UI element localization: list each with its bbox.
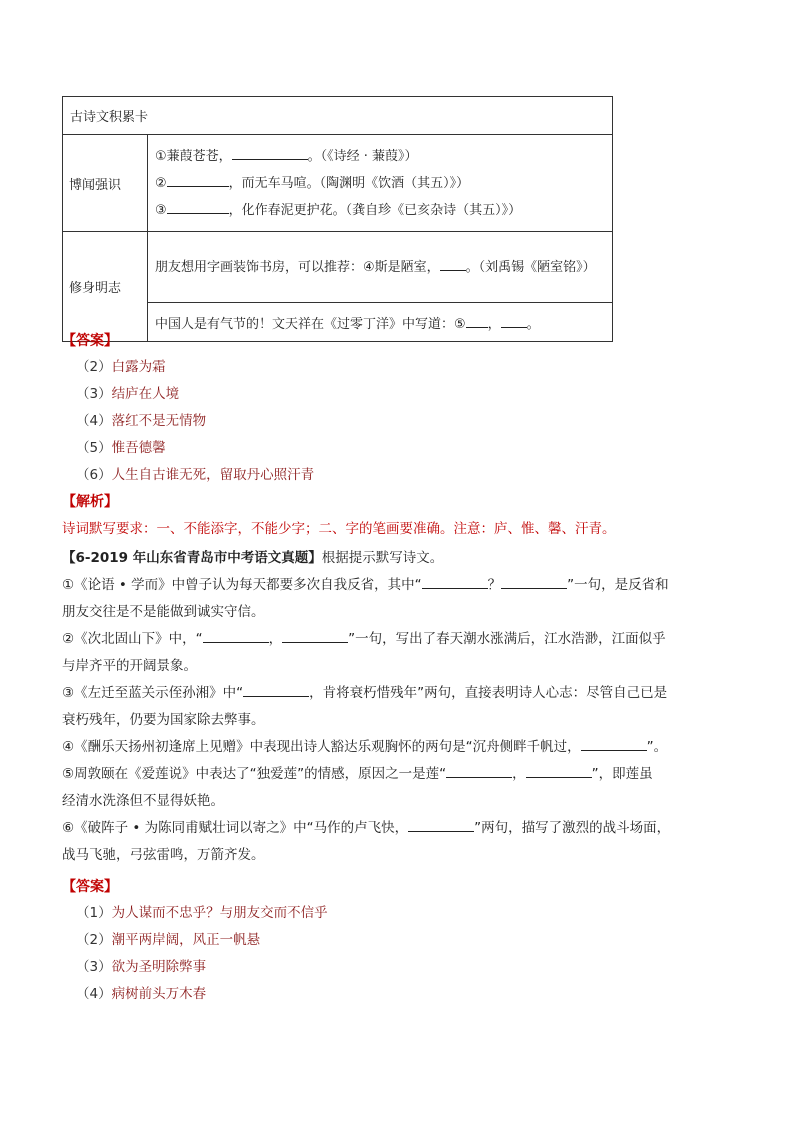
answer-item [62,954,732,981]
fill-blank [526,763,592,778]
question-text: ②《次北固山下》中，“ [62,631,203,647]
answer-number: （4） [76,413,112,429]
card-text: 。（刘禹锡《陋室铭》） [465,259,596,275]
card-line-2 [155,170,605,197]
answer-text: 惟吾德馨 [111,440,166,456]
answer-text: 结庐在人境 [111,386,180,402]
question-text: ， [268,631,283,647]
question-item-5-cont: 经清水洗涤但不显得妖艳。 [62,793,224,809]
question-text: ，肯将衰朽惜残年”两句，直接表明诗人心志：尽管自己已是 [309,685,668,701]
fill-blank [422,574,488,589]
answer-number: （1） [76,905,112,921]
fill-blank [232,145,308,160]
card-text: 。（《诗经 · 蒹葭》） [307,148,418,164]
question-item-2 [62,626,732,653]
answer-text: 病树前头万木春 [111,986,207,1002]
answer-label: 【答案】 [62,333,118,349]
answer-number: （4） [76,986,112,1002]
question-text: ”一句，写出了春天潮水涨满后，江水浩渺，江面似乎 [348,631,666,647]
question-text: ⑥《破阵子 • 为陈同甫赋壮词以寄之》中“马作的卢飞快， [62,820,409,836]
answer-number: （2） [76,932,112,948]
answer-number: （2） [76,359,112,375]
answer-item [62,381,732,408]
question-item-5 [62,761,732,788]
card-line-3 [155,197,605,224]
card-line-1 [155,143,605,170]
card-title: 古诗文积累卡 [63,97,613,135]
answer-number: （5） [76,440,112,456]
answer-text: 白露为霜 [111,359,166,375]
question-item-2-cont: 与岸齐平的开阔景象。 [62,658,197,674]
question-item-6 [62,815,732,842]
question-item-3 [62,680,732,707]
card-text: 。 [526,316,540,332]
answer-item [62,927,732,954]
card-text: ，而无车马喧。（陶渊明《饮酒（其五）》） [228,175,470,191]
fill-blank [408,817,474,832]
answer-text: 落红不是无情物 [111,413,207,429]
card-text: ③ [155,202,167,218]
answer-text: 为人谋而不忠乎？与朋友交而不信乎 [111,905,328,921]
question-text: ③《左迁至蓝关示侄孙湘》中“ [62,685,244,701]
answer-item [62,900,732,927]
question-text: ”。 [646,739,668,755]
fill-blank [167,172,229,187]
answer-label: 【答案】 [62,879,118,895]
poetry-accumulation-card [62,96,613,342]
question-item-1-cont: 朋友交往是不是能做到诚实守信。 [62,604,265,620]
fill-blank [581,736,647,751]
question-item-6-cont: 战马飞驰，弓弦雷鸣，万箭齐发。 [62,847,265,863]
answer-item [62,354,732,381]
analysis-label: 【解析】 [62,494,118,510]
answer-item [62,408,732,435]
answer-number: （3） [76,959,112,975]
fill-blank [446,763,512,778]
question-item-1 [62,572,732,599]
answer-number: （3） [76,386,112,402]
card-row2-content [148,232,613,303]
question-text: ”两句，描写了激烈的战斗场面， [474,820,671,836]
answer-item [62,435,732,462]
card-text: 中国人是有气节的！文天祥在《过零丁洋》中写道：⑤ [155,316,466,332]
analysis-text: 诗词默写要求：一、不能添字，不能少字；二、字的笔画要准确。注意：庐、惟、馨、汗青。 [62,521,616,537]
answers-section-1 [62,329,732,543]
card-text: 朋友想用字画装饰书房，可以推荐：④斯是陋室， [155,259,440,275]
card-text: ，化作春泥更护花。（龚自珍《已亥杂诗（其五）》） [228,202,522,218]
card-text: ② [155,175,167,191]
question-source: 【6-2019 年山东省青岛市中考语文真题】 [62,550,322,566]
question-item-3-cont: 衰朽残年，仍要为国家除去弊事。 [62,712,265,728]
fill-blank [167,199,229,214]
fill-blank [440,256,466,271]
answers-section-2 [62,874,732,1008]
question-text: ”，即莲虽 [591,766,653,782]
card-text: ， [487,316,501,332]
question-section [62,545,732,869]
answer-item [62,981,732,1008]
card-text: ①蒹葭苍苍， [155,148,232,164]
answer-number: （6） [76,467,112,483]
question-item-4 [62,734,732,761]
category-xiushenmingzhi: 修身明志 [63,232,148,342]
question-instruction: 根据提示默写诗文。 [321,550,444,566]
question-heading [62,545,732,572]
fill-blank [243,682,309,697]
category-bowenqiangshi: 博闻强识 [63,135,148,232]
fill-blank [501,313,527,328]
question-text: ⑤周敦颐在《爱莲说》中表达了“独爱莲”的情感，原因之一是莲“ [62,766,447,782]
fill-blank [203,628,269,643]
question-text: ①《论语 • 学而》中曾子认为每天都要多次自我反省，其中“ [62,577,422,593]
question-text: ， [512,766,526,782]
fill-blank [501,574,567,589]
fill-blank [466,313,488,328]
answer-text: 欲为圣明除弊事 [111,959,207,975]
question-text: ”一句，是反省和 [567,577,669,593]
question-text: ④《酬乐天扬州初逢席上见赠》中表现出诗人豁达乐观胸怀的两句是“沉舟侧畔千帆过， [62,739,581,755]
card-row1-content [148,135,613,232]
fill-blank [282,628,348,643]
answer-item [62,462,732,489]
answer-text: 人生自古谁无死，留取丹心照汗青 [111,467,315,483]
question-text: ？ [487,577,502,593]
answer-text: 潮平两岸阔，风正一帆悬 [111,932,261,948]
